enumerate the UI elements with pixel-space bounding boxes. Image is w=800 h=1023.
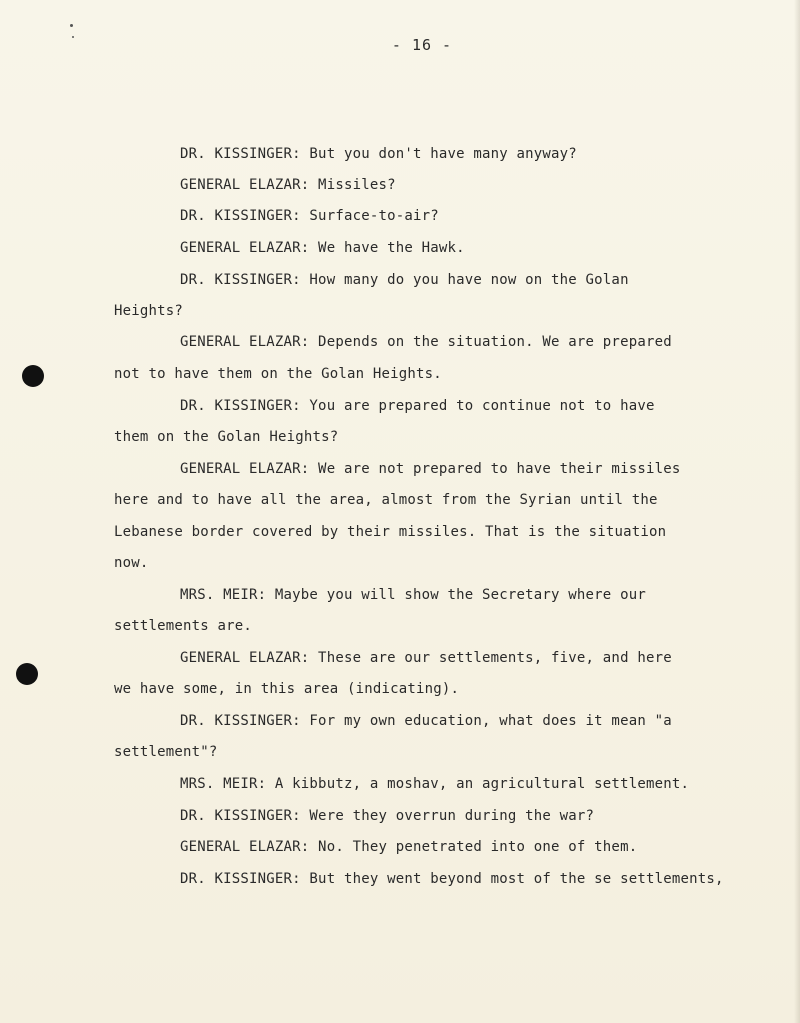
transcript-line: DR. KISSINGER: Surface-to-air? (180, 208, 439, 224)
transcript-line: DR. KISSINGER: But you don't have many anyway? (180, 146, 577, 162)
transcript-line: GENERAL ELAZAR: No. They penetrated into one of them. (180, 839, 638, 855)
transcript-line: GENERAL ELAZAR: We have the Hawk. (180, 240, 465, 256)
transcript-line: GENERAL ELAZAR: We are not prepared to have their missiles (180, 461, 681, 477)
punch-hole-lower (16, 663, 38, 685)
transcript-line: DR. KISSINGER: But they went beyond most of the se settlements, (180, 871, 724, 887)
transcript-line: Heights? (114, 303, 184, 319)
transcript-line: we have some, in this area (indicating). (114, 681, 460, 697)
transcript-line: MRS. MEIR: A kibbutz, a moshav, an agricultural settlement. (180, 776, 690, 792)
transcript-line: DR. KISSINGER: Were they overrun during the war? (180, 808, 595, 824)
transcript-line: here and to have all the area, almost from the Syrian until the (114, 492, 658, 508)
transcript-line: not to have them on the Golan Heights. (114, 366, 442, 382)
paper-speck (70, 24, 73, 27)
transcript-line: DR. KISSINGER: How many do you have now on the Golan (180, 272, 629, 288)
transcript-line: now. (114, 555, 149, 571)
transcript-line: settlement"? (114, 744, 218, 760)
transcript-line: DR. KISSINGER: For my own education, what does it mean "a (180, 713, 672, 729)
transcript-line: GENERAL ELAZAR: These are our settlements, five, and here (180, 650, 672, 666)
transcript-line: DR. KISSINGER: You are prepared to continue not to have (180, 398, 655, 414)
transcript-line: MRS. MEIR: Maybe you will show the Secretary where our (180, 587, 646, 603)
page-number: - 16 - (391, 36, 453, 54)
transcript-line: them on the Golan Heights? (114, 429, 339, 445)
transcript-line: Lebanese border covered by their missiles. That is the situation (114, 524, 667, 540)
punch-hole-upper (22, 365, 44, 387)
transcript-line: GENERAL ELAZAR: Depends on the situation. We are prepared (180, 334, 672, 350)
transcript-line: settlements are. (114, 618, 253, 634)
transcript-line: GENERAL ELAZAR: Missiles? (180, 177, 396, 193)
page-edge-shadow (794, 0, 800, 1023)
